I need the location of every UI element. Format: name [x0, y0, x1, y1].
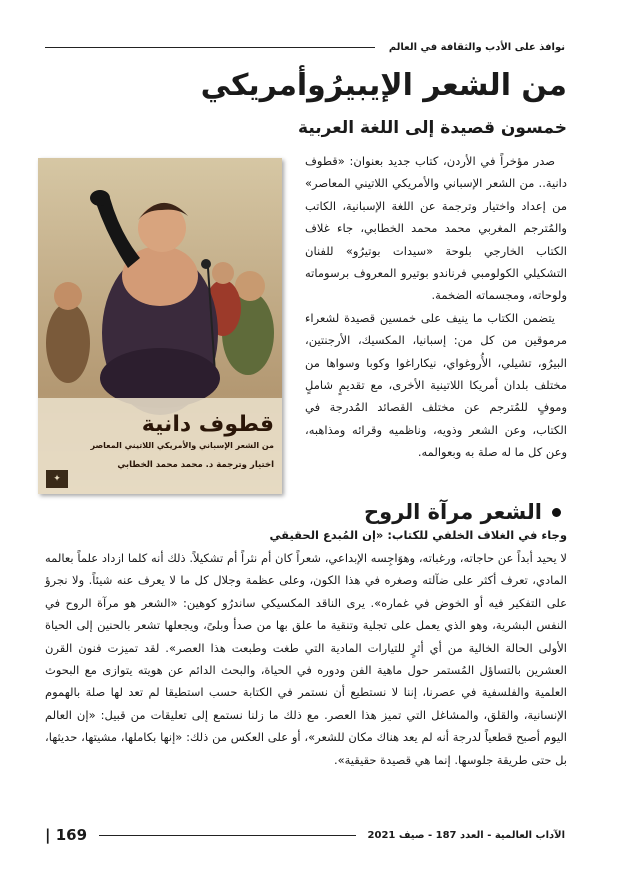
publisher-logo-icon: ✦	[46, 470, 68, 488]
section-quote-line: وجاء في الغلاف الخلفي للكتاب: «إن المُبدع الحقيقي	[269, 528, 567, 542]
footer-rule	[99, 835, 356, 836]
intro-column	[305, 150, 567, 464]
section-body-text: لا يحيد أبداً عن حاجاته، ورغباته، وهوَاجِسه الإبداعي، شعراً كان أم نثراً أم تشكيلاً. ذلك أنه كلما ازداد علماً بعالمه المادي، تعرف أكثر على ضآلته وصغره في هذا الكون، وعلى عظمة وجلال كل ما لا يعرف عنه شيئاً. ولا نجرؤ على التفكير فيه أو الخوض في غماره». يرى الناقد المكسيكي ساندرُو كوهين: «الشعر هو مرآة الروح في النفس البشرية، وهو الذي يعمل على تجلية وتنقية ما علق بها من صدأ وبلىً، ويجعلها تشعر بالحنين إلى الحياة الأولى الحالة الخالية من أي أثرٍ للتيارات المادية التي طغت وطبعت هذا العصر». لقد تميزت فنون القرن العشرين بالتساؤل المُستمر حول ماهية الفن ودوره في الحياة، والبحث الدائم عن هويته يتوازى مع البحوث العلمية والفلسفية في عصرنا، إننا لا نستطيع أن نستمر في الكتابة حسب استطيقا لم تعد لها صلة بالهموم الإنسانية، والقلق، والمشاغل التي تميز هذا العصر. مع ذلك ما زلنا نستمع إلى تعليقات من قبيل: «إن العالم اليوم أصبح قطعياً لدرجة أنه لم يعد هناك مكان للشعر»، أو على العكس من ذلك: «إنها بكاملها، مشيتها، حديثها، بل حتى طريقة جلوسها. إنما هي قصيدة حقيقية».	[45, 551, 567, 767]
journal-issue: الآداب العالمية - العدد 187 - صيف 2021	[367, 829, 565, 841]
section-heading-text: الشعر مرآة الروح	[364, 500, 542, 524]
section-heading	[261, 500, 561, 524]
page-footer	[45, 826, 565, 844]
article-subtitle: خمسون قصيدة إلى اللغة العربية	[298, 118, 567, 138]
book-cover-title: قطوف دانية	[141, 412, 274, 437]
running-head	[45, 42, 565, 53]
bullet-icon	[552, 508, 561, 517]
running-head-rule	[45, 47, 375, 48]
intro-paragraph-1: صدر مؤخراً في الأردن، كتاب جديد بعنوان: «قطوف دانية.. من الشعر الإسباني والأمريكي اللاتيني المعاصر» من إعداد واختيار وترجمة عن اللغة الإسبانية، الكاتب والمُترجم المغربي محمد محمد الخطابي، جاء غلاف الكتاب الخارجي بلوحة «سيدات بوتيرُو» للفنان التشكيلي الكولومبي فرناندو بوتيرو المعروف برسوماته ولوحاته، ومجسماته الضخمة.	[305, 154, 567, 303]
running-head-text: نوافذ على الأدب والثقافة في العالم	[388, 42, 565, 53]
book-cover-image	[38, 158, 282, 494]
page-number: 169 |	[45, 826, 88, 844]
book-cover-subtitle: من الشعر الإسباني والأمريكي اللاتيني المعاصر	[90, 441, 274, 450]
article-title: من الشعر الإيبيرُوأمريكي	[200, 68, 567, 103]
intro-paragraph-2: يتضمن الكتاب ما ينيف على خمسين قصيدة لشعراء مرموقين من كل من: إسبانيا، المكسيك، الأرجنتين، البيرُو، تشيلي، الأُروغواي، نيكاراغوا وكوبا وسواها من مختلف بلدان أمريكا اللاتينية الأخرى، مع تقديمٍ شاملٍ وموفٍ للمُترجم عن مختلف القصائد المُدرجة في الكتاب، وعن الشعر وذويه، وناظميه وقرائه ومذاهبه، وعن كل ما له صلة به وبعوالمه.	[305, 310, 567, 460]
book-cover-author: اختيار وترجمة د. محمد محمد الخطابي	[117, 460, 274, 470]
